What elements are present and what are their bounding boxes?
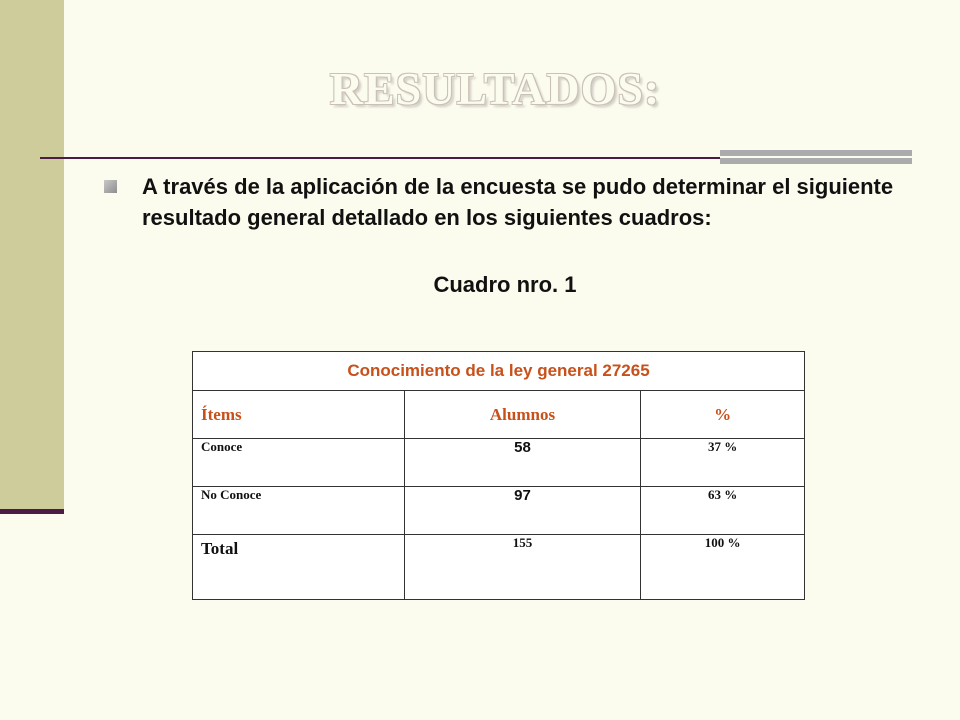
total-label: Total [201,539,239,558]
cell-alumnos: 97 [404,487,641,535]
title-divider-accent [720,150,912,166]
slide-title: RESULTADOS: [329,63,661,114]
column-header-items: Ítems [193,391,405,439]
table-row [193,439,805,487]
table-title-row [193,352,805,391]
cell-percent: 63 % [641,487,805,535]
cell-item-total [193,535,405,600]
left-bar-underline [0,509,64,514]
table-row [193,487,805,535]
cell-item: Conoce [193,439,405,487]
column-header-percent: % [641,391,805,439]
cell-percent-total: 100 % [641,535,805,600]
table-caption: Cuadro nro. 1 [433,272,577,297]
cell-alumnos: 58 [404,439,641,487]
cell-percent: 37 % [641,439,805,487]
column-header-alumnos: Alumnos [404,391,641,439]
square-bullet-icon [104,180,117,193]
results-table [192,351,805,600]
bullet-item [104,171,904,233]
table-header-row [193,391,805,439]
table-row-total [193,535,805,600]
table-title: Conocimiento de la ley general 27265 [193,352,805,391]
bullet-text: A través de la aplicación de la encuesta se pudo determinar el siguiente resultado general detallado en los siguientes cuadros: [142,174,894,230]
cell-item: No Conoce [193,487,405,535]
cell-alumnos-total: 155 [404,535,641,600]
